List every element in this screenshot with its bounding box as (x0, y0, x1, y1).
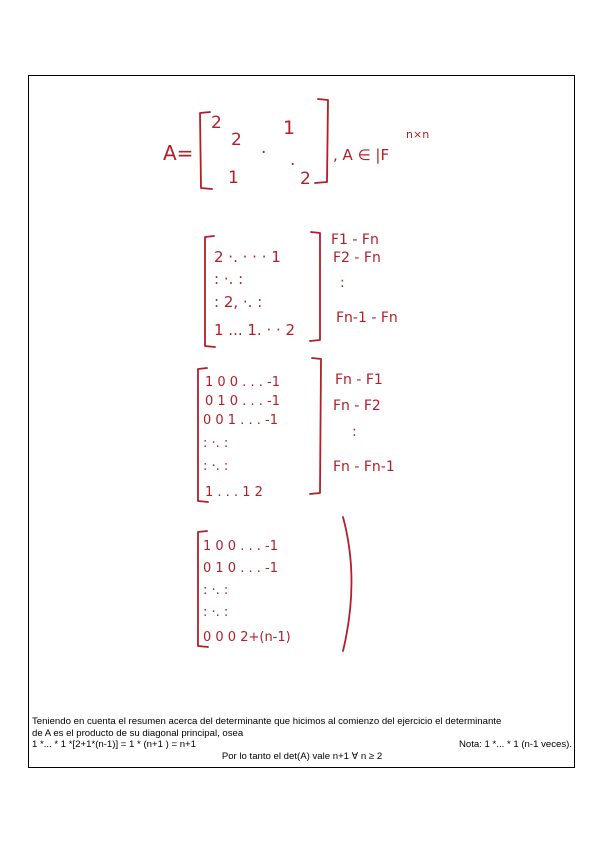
matrix1-right-bracket (315, 99, 328, 183)
matrix3-row: : ·. : (203, 459, 229, 474)
matrix3-row: 1 0 0 . . . -1 (205, 375, 280, 390)
matrix2-op: F1 - Fn (331, 232, 379, 248)
matrix1-cell: 1 (283, 117, 296, 139)
matrix3-row: 0 0 1 . . . -1 (203, 413, 278, 428)
matrix2-op: : (340, 275, 345, 291)
matrix1-suffix: , A ∈ |F (333, 146, 390, 164)
matrix2-row: : 2, ·. : (214, 293, 263, 311)
explanation-text (32, 716, 572, 762)
matrix2-row: 2 ·. · · · 1 (214, 248, 281, 266)
matrix4-row: 1 0 0 . . . -1 (203, 539, 278, 554)
conclusion: Por lo tanto el det(A) vale n+1 ∀ n ≥ 2 (221, 750, 383, 762)
matrix1-cell: 2 (211, 113, 222, 133)
matrix1-cell: · (261, 143, 267, 163)
matrix1-cell: · (290, 155, 296, 175)
matrix1-cell: 2 (231, 130, 242, 150)
matrix1-cell: 1 (228, 168, 239, 188)
matrix3-op: : (352, 424, 357, 440)
matrix3-right-bracket (310, 358, 321, 494)
matrix4-right-bracket (343, 517, 352, 651)
matrix1-cell: 2 (300, 169, 311, 189)
matrix4-row: : ·. : (203, 583, 229, 598)
matrix2-row: 1 ... 1. · · 2 (214, 321, 296, 339)
matrix3-op: Fn - Fn-1 (333, 459, 395, 475)
matrix3-row: : ·. : (203, 436, 229, 451)
paragraph-line: de A es el producto de su diagonal principal, osea (32, 727, 244, 739)
matrix1-superscript: n×n (406, 128, 430, 141)
matrix2-op: F2 - Fn (333, 250, 381, 266)
matrix4-row: 0 0 0 2+(n-1) (203, 630, 291, 645)
note: Nota: 1 *... * 1 (n-1 veces). (458, 739, 572, 750)
matrix2-row: : ·. : (214, 270, 244, 288)
matrix2-op: Fn-1 - Fn (336, 310, 398, 326)
paragraph-line: Teniendo en cuenta el resumen acerca del determinante que hicimos al comienzo del ejercicio el determinante (32, 716, 502, 727)
matrix3-row: 1 . . . 1 2 (205, 485, 263, 500)
matrix4-row: 0 1 0 . . . -1 (203, 561, 278, 576)
matrix3-op: Fn - F1 (335, 372, 383, 388)
formula-row (32, 739, 572, 751)
matrix4-row: : ·. : (203, 605, 229, 620)
formula: 1 *... * 1 *[2+1*(n-1)] = 1 * (n+1 ) = n+1 (32, 739, 196, 750)
matrix2-right-bracket (310, 232, 320, 341)
matrix3-row: 0 1 0 . . . -1 (205, 394, 280, 409)
matrix3-op: Fn - F2 (333, 398, 381, 414)
matrix1-lhs: A= (163, 141, 194, 165)
